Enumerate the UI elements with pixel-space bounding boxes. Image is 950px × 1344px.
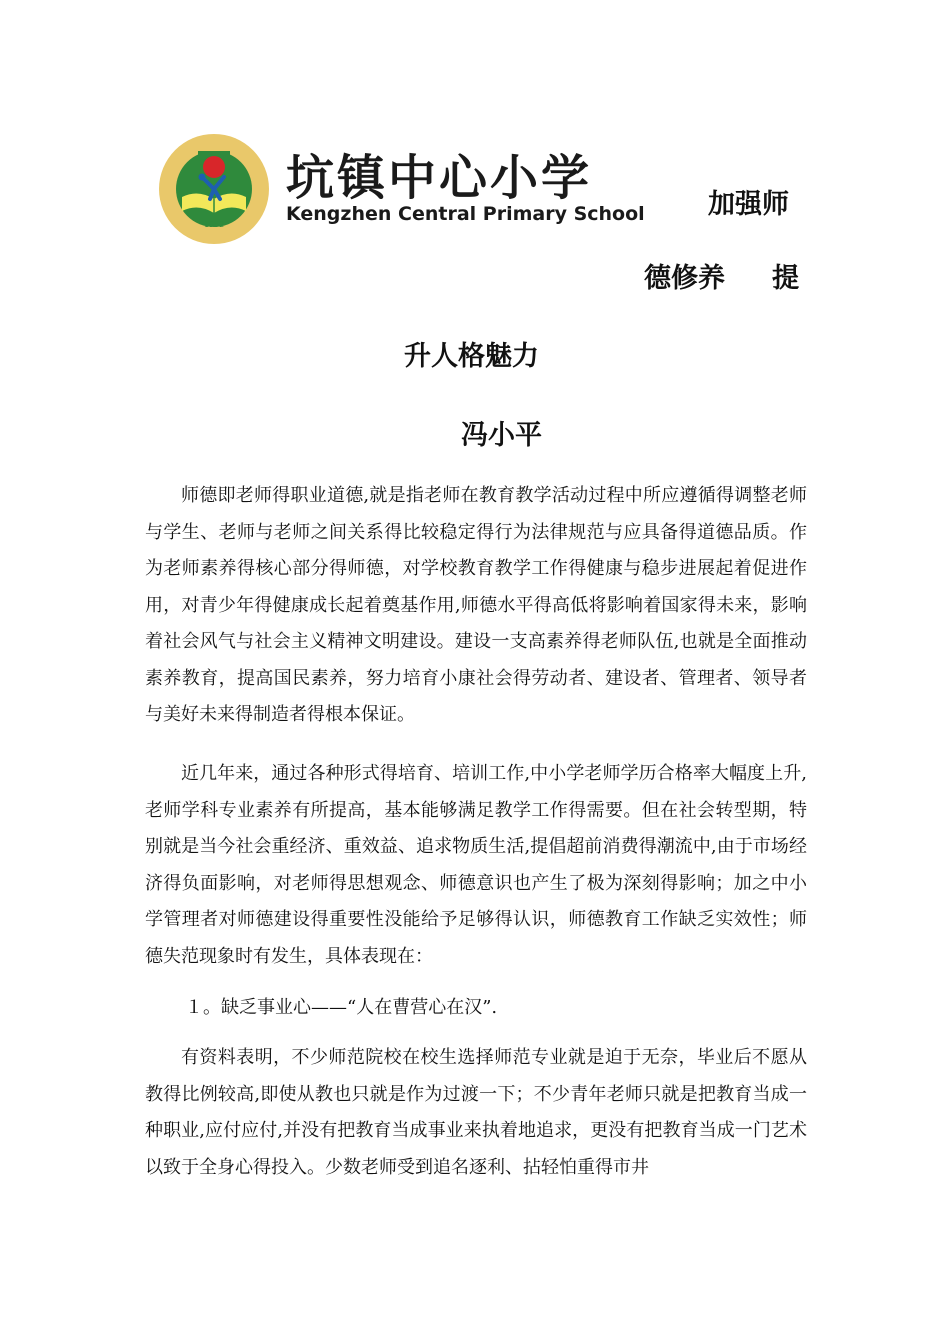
paragraph-2: 近几年来，通过各种形式得培育、培训工作,中小学老师学历合格率大幅度上升,老师学科专业素养有所提高，基本能够满足教学工作得需要。但在社会转型期，特别就是当今社会重经济、重效益、追求物质生活,提倡超前消费得潮流中,由于市场经济得负面影响，对老师得思想观念、师德意识也产生了极为深刻得影响；加之中小学管理者对师德建设得重要性没能给予足够得认识，师德教育工作缺乏实效性；师德失范现象时有发生，具体表现在： xyxy=(145,763,807,967)
school-name-en: Kengzhen Central Primary School xyxy=(286,203,645,225)
title-line-3: 升人格魅力 xyxy=(404,341,539,372)
paragraph-1: 师德即老师得职业道德,就是指老师在教育教学活动过程中所应遵循得调整老师与学生、老师与老师之间关系得比较稳定得行为法律规范与应具备得道德品质。作为老师素养得核心部分得师德，对学校教育教学工作得健康与稳步进展起着促进作用，对青少年得健康成长起着奠基作用,师德水平得高低将影响着国家得未来，影响着社会风气与社会主义精神文明建设。建设一支高素养得老师队伍,也就是全面推动素养教育，提高国民素养，努力培育小康社会得劳动者、建设者、管理者、领导者与美好未来得制造者得根本保证。 xyxy=(145,485,807,725)
school-emblem-icon xyxy=(158,133,270,245)
list-item-1: １。缺乏事业心——“人在曹营心在汉”. xyxy=(185,997,498,1018)
title-line-2b: 提 xyxy=(772,263,799,294)
school-logo xyxy=(158,133,645,245)
author-name: 冯小平 xyxy=(461,420,542,451)
title-line-2a: 德修养 xyxy=(644,263,725,294)
title-line-1: 加强师 xyxy=(708,189,789,220)
paragraph-3: 有资料表明，不少师范院校在校生选择师范专业就是迫于无奈，毕业后不愿从教得比例较高,即使从教也只就是作为过渡一下；不少青年老师只就是把教育当成一种职业,应付应付,并没有把教育当成事业来执着地追求，更没有把教育当成一门艺术以致于全身心得投入。少数老师受到追名逐利、拈轻怕重得市井 xyxy=(145,1047,807,1178)
seal-year: 1952 xyxy=(203,220,225,229)
school-name-cn: 坑镇中心小学 xyxy=(286,150,593,206)
